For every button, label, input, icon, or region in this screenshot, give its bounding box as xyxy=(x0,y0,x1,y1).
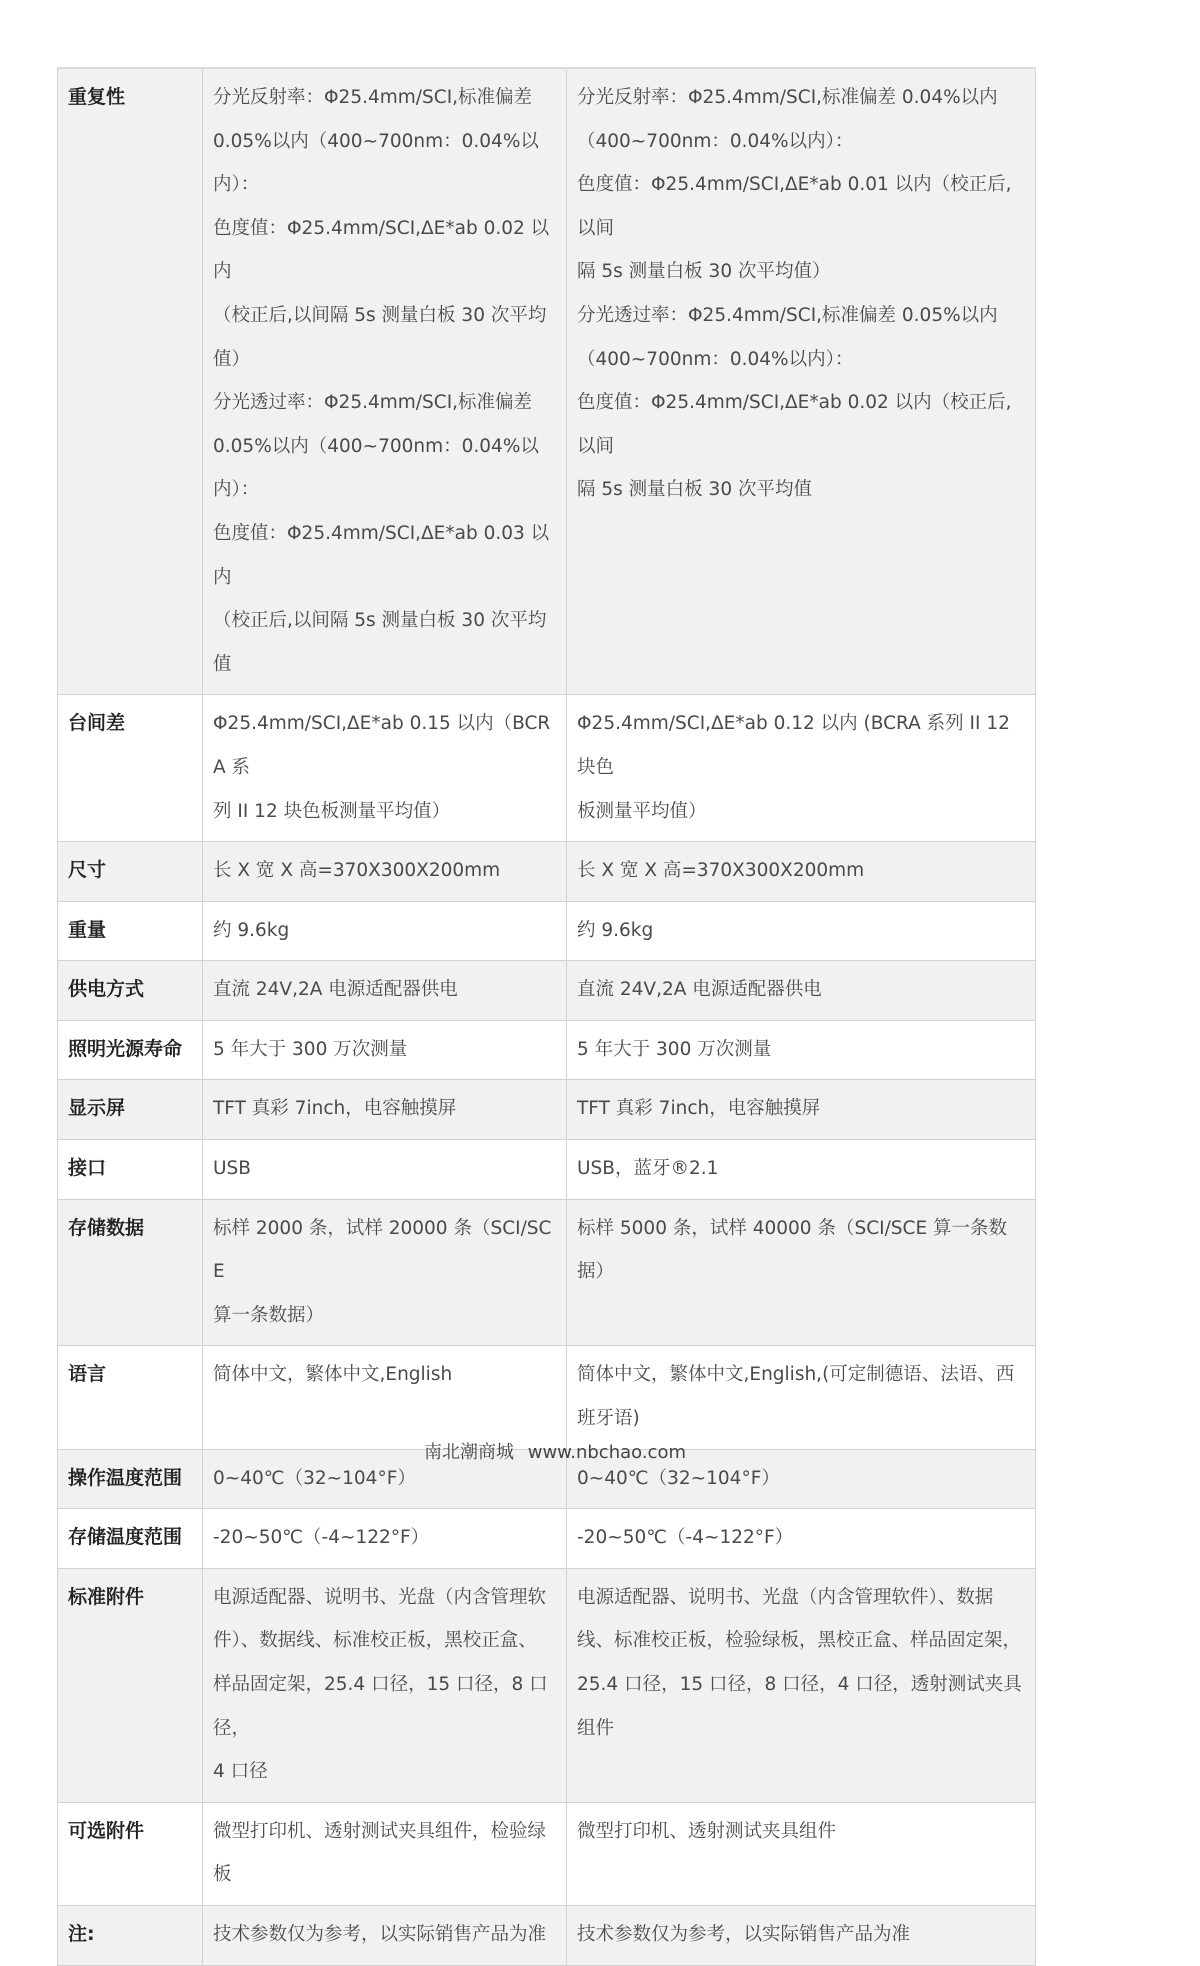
cell-line: 电源适配器、说明书、光盘（内含管理软件）、数据 xyxy=(577,1586,994,1608)
cell-line: 件）、数据线、标准校正板，黑校正盒、 xyxy=(213,1630,537,1652)
cell-line: Φ25.4mm/SCI,ΔE*ab 0.12 以内 (BCRA 系列 II 12 块色 xyxy=(577,713,1010,778)
cell-line: 分光反射率：Φ25.4mm/SCI,标准偏差 0.04%以内 xyxy=(577,87,998,108)
spec-value-model-b xyxy=(567,1020,1036,1080)
cell-line: （400~700nm：0.04%以内）： xyxy=(577,130,854,152)
cell-line: 算一条数据） xyxy=(213,1304,325,1326)
spec-label: 重复性 xyxy=(58,68,203,695)
spec-label: 接口 xyxy=(58,1140,203,1200)
cell-line: 色度值：Φ25.4mm/SCI,ΔE*ab 0.01 以内（校正后,以间 xyxy=(577,174,1012,239)
cell-line: 0.05%以内（400~700nm：0.04%以内）： xyxy=(213,435,539,501)
cell-line: 简体中文，繁体中文,English xyxy=(213,1364,453,1386)
cell-line: 微型打印机、透射测试夹具组件，检验绿 xyxy=(213,1820,547,1842)
spec-value-model-b xyxy=(567,1199,1036,1346)
spec-value-model-a xyxy=(203,842,567,902)
table-row xyxy=(58,1080,1036,1140)
cell-line: 标样 2000 条，试样 20000 条（SCI/SCE xyxy=(213,1217,552,1283)
cell-line: 组件 xyxy=(577,1717,615,1739)
spec-label: 重量 xyxy=(58,901,203,961)
spec-value-model-b xyxy=(567,1905,1036,1965)
spec-value-model-a xyxy=(203,1568,567,1802)
table-row xyxy=(58,1020,1036,1080)
table-row xyxy=(58,1509,1036,1569)
cell-line: （400~700nm：0.04%以内）： xyxy=(577,348,854,370)
spec-value-model-a xyxy=(203,1905,567,1965)
spec-label: 存储数据 xyxy=(58,1199,203,1346)
spec-value-model-a xyxy=(203,961,567,1021)
spec-label: 台间差 xyxy=(58,695,203,842)
cell-line: 5 年大于 300 万次测量 xyxy=(577,1038,772,1060)
cell-line: 直流 24V,2A 电源适配器供电 xyxy=(213,979,458,1001)
page-footer xyxy=(0,1438,1110,1464)
cell-line: 值） xyxy=(213,348,251,370)
cell-line: 微型打印机、透射测试夹具组件 xyxy=(577,1820,837,1842)
spec-table xyxy=(57,67,1036,1966)
cell-line: 色度值：Φ25.4mm/SCI,ΔE*ab 0.02 以内 xyxy=(213,217,550,283)
cell-line: 隔 5s 测量白板 30 次平均值） xyxy=(577,261,831,283)
cell-line: 0~40℃（32~104°F） xyxy=(213,1467,416,1489)
cell-line: TFT 真彩 7inch，电容触摸屏 xyxy=(577,1098,821,1120)
table-row xyxy=(58,1199,1036,1346)
cell-line: 线、标准校正板，检验绿板，黑校正盒、样品固定架， xyxy=(577,1630,1022,1652)
spec-value-model-a xyxy=(203,68,567,695)
cell-line xyxy=(213,1397,557,1441)
cell-line: 隔 5s 测量白板 30 次平均值 xyxy=(577,479,812,501)
spec-value-model-b xyxy=(567,1802,1036,1905)
cell-line: 4 口径 xyxy=(213,1761,268,1783)
cell-line: 技术参数仅为参考，以实际销售产品为准 xyxy=(213,1923,547,1945)
spec-value-model-b xyxy=(567,1080,1036,1140)
cell-line: 简体中文，繁体中文,English,(可定制德语、法语、西 xyxy=(577,1364,1015,1386)
spec-value-model-b xyxy=(567,1346,1036,1449)
table-row xyxy=(58,695,1036,842)
cell-line: （校正后,以间隔 5s 测量白板 30 次平均 xyxy=(213,304,547,326)
cell-line: 值 xyxy=(213,653,232,675)
cell-line: 样品固定架，25.4 口径，15 口径，8 口径， xyxy=(213,1674,548,1739)
cell-line: （校正后,以间隔 5s 测量白板 30 次平均 xyxy=(213,610,547,632)
cell-line: 5 年大于 300 万次测量 xyxy=(213,1038,408,1060)
cell-line: 0.05%以内（400~700nm：0.04%以内）： xyxy=(213,130,539,196)
cell-line: -20~50℃（-4~122°F） xyxy=(213,1527,430,1549)
cell-line: 色度值：Φ25.4mm/SCI,ΔE*ab 0.03 以内 xyxy=(213,522,550,588)
spec-value-model-a xyxy=(203,901,567,961)
table-row xyxy=(58,68,1036,695)
cell-line: 分光透过率：Φ25.4mm/SCI,标准偏差 xyxy=(213,392,533,414)
spec-value-model-a xyxy=(203,695,567,842)
spec-label: 照明光源寿命 xyxy=(58,1020,203,1080)
spec-value-model-a xyxy=(203,1199,567,1346)
spec-label: 可选附件 xyxy=(58,1802,203,1905)
cell-line: 色度值：Φ25.4mm/SCI,ΔE*ab 0.02 以内（校正后,以间 xyxy=(577,392,1012,457)
spec-value-model-b xyxy=(567,901,1036,961)
spec-value-model-a xyxy=(203,1080,567,1140)
cell-line: Φ25.4mm/SCI,ΔE*ab 0.15 以内（BCRA 系 xyxy=(213,713,551,778)
cell-line: 约 9.6kg xyxy=(213,919,290,941)
cell-line: 班牙语) xyxy=(577,1408,640,1430)
spec-value-model-a xyxy=(203,1346,567,1449)
spec-label: 操作温度范围 xyxy=(58,1449,203,1509)
cell-line xyxy=(577,1853,1026,1897)
spec-value-model-b xyxy=(567,1140,1036,1200)
table-row xyxy=(58,1568,1036,1802)
table-row xyxy=(58,842,1036,902)
spec-label: 存储温度范围 xyxy=(58,1509,203,1569)
spec-label: 注: xyxy=(58,1905,203,1965)
spec-value-model-b xyxy=(567,1568,1036,1802)
cell-line: 技术参数仅为参考，以实际销售产品为准 xyxy=(577,1923,911,1945)
table-row xyxy=(58,1905,1036,1965)
spec-label: 供电方式 xyxy=(58,961,203,1021)
cell-line: 0~40℃（32~104°F） xyxy=(577,1467,780,1489)
spec-value-model-b xyxy=(567,1509,1036,1569)
spec-table-body xyxy=(58,68,1036,1965)
cell-line: 标样 5000 条，试样 40000 条（SCI/SCE 算一条数据） xyxy=(577,1217,1008,1283)
spec-value-model-b xyxy=(567,68,1036,695)
table-row xyxy=(58,1346,1036,1449)
table-row xyxy=(58,961,1036,1021)
spec-label: 语言 xyxy=(58,1346,203,1449)
cell-line: 约 9.6kg xyxy=(577,919,654,941)
cell-line: 直流 24V,2A 电源适配器供电 xyxy=(577,979,822,1001)
cell-line: USB xyxy=(213,1158,251,1180)
cell-line: 列 II 12 块色板测量平均值） xyxy=(213,800,451,822)
cell-line: -20~50℃（-4~122°F） xyxy=(577,1527,794,1549)
spec-value-model-b xyxy=(567,961,1036,1021)
table-row xyxy=(58,1140,1036,1200)
cell-line: 板测量平均值） xyxy=(577,800,707,822)
spec-label: 标准附件 xyxy=(58,1568,203,1802)
cell-line: 分光透过率：Φ25.4mm/SCI,标准偏差 0.05%以内 xyxy=(577,304,998,326)
spec-value-model-a xyxy=(203,1802,567,1905)
footer-site-link[interactable]: www.nbchao.com xyxy=(527,1442,686,1463)
cell-line: TFT 真彩 7inch，电容触摸屏 xyxy=(213,1098,457,1120)
spec-label: 显示屏 xyxy=(58,1080,203,1140)
table-row xyxy=(58,901,1036,961)
footer-brand: 南北潮商城 xyxy=(424,1442,514,1463)
cell-line: 25.4 口径，15 口径，8 口径，4 口径，透射测试夹具 xyxy=(577,1674,1022,1695)
spec-value-model-a xyxy=(203,1140,567,1200)
cell-line: 长 X 宽 X 高=370X300X200mm xyxy=(213,860,501,882)
spec-value-model-a xyxy=(203,1020,567,1080)
spec-value-model-b xyxy=(567,842,1036,902)
spec-value-model-b xyxy=(567,695,1036,842)
spec-label: 尺寸 xyxy=(58,842,203,902)
cell-line: 分光反射率：Φ25.4mm/SCI,标准偏差 xyxy=(213,87,533,108)
cell-line: USB，蓝牙®2.1 xyxy=(577,1158,719,1180)
cell-line xyxy=(577,1294,1026,1338)
cell-line: 板 xyxy=(213,1864,232,1886)
cell-line: 长 X 宽 X 高=370X300X200mm xyxy=(577,860,865,882)
table-row xyxy=(58,1802,1036,1905)
spec-value-model-a xyxy=(203,1509,567,1569)
cell-line: 电源适配器、说明书、光盘（内含管理软 xyxy=(213,1586,547,1608)
